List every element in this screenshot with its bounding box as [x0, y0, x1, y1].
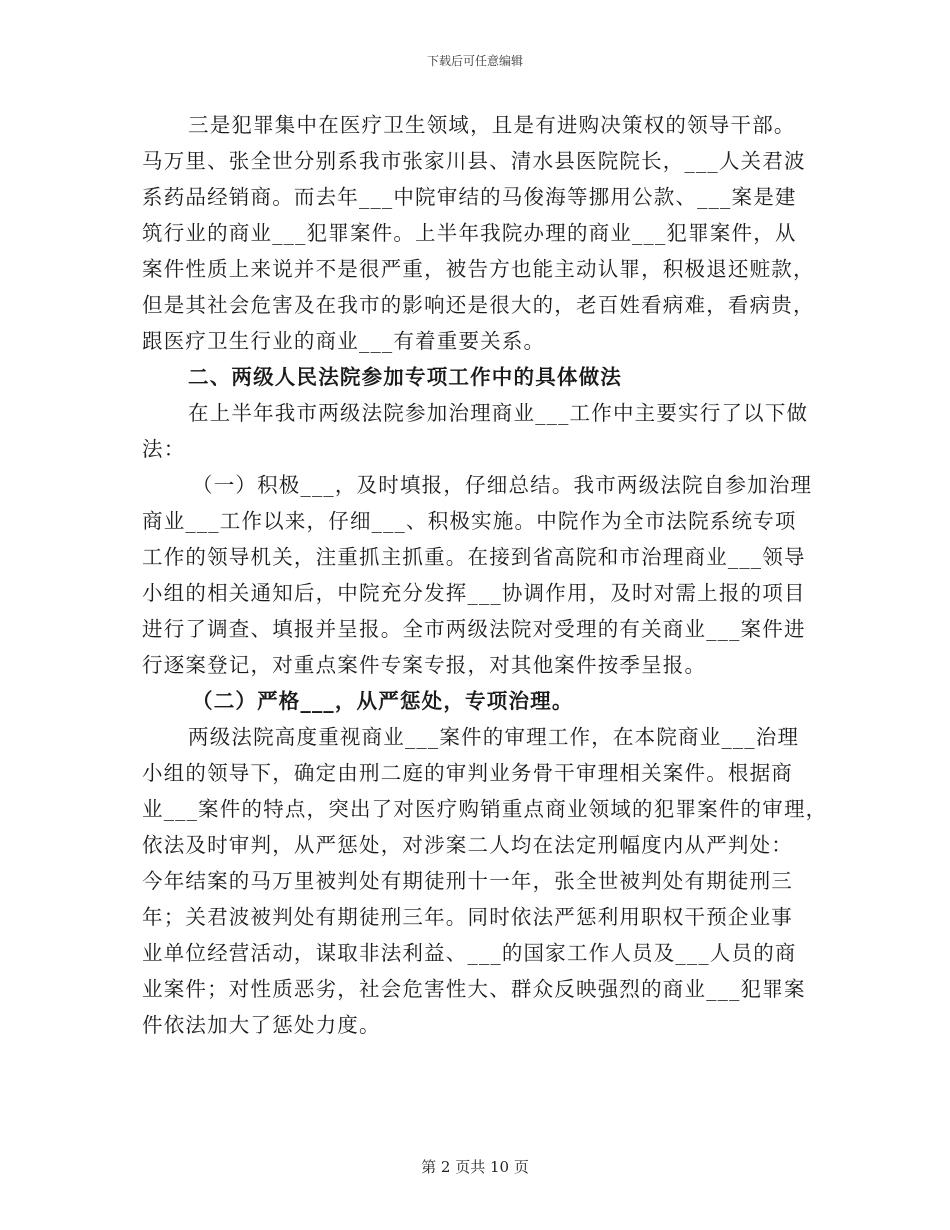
paragraph-line: 在上半年我市两级法院参加治理商业___工作中主要实行了以下做 [188, 401, 809, 425]
paragraph-line: 马万里、张全世分别系我市张家川县、清水县医院院长，___人关君波 [142, 149, 806, 173]
paragraph-line: 筑行业的商业___犯罪案件。上半年我院办理的商业___犯罪案件，从 [142, 221, 797, 245]
document-body [142, 107, 828, 1043]
paragraph-line: 业案件；对性质恶劣，社会危害性大、群众反映强烈的商业___犯罪案 [142, 977, 806, 1001]
page-number: 第 2 页共 10 页 [421, 1158, 529, 1176]
paragraph-line: 法： [142, 437, 186, 461]
paragraph-line: 系药品经销商。而去年___中院审结的马俊海等挪用公款、___案是建 [142, 185, 797, 209]
download-note: 下载后可任意编辑 [426, 54, 523, 68]
paragraph-line: 案件性质上来说并不是很严重，被告方也能主动认罪，积极退还赃款， [142, 257, 815, 281]
paragraph-line: 依法及时审判，从严惩处，对涉案二人均在法定刑幅度内从严判处： [142, 833, 793, 857]
paragraph-line: 跟医疗卫生行业的商业___有着重要关系。 [142, 329, 546, 353]
paragraph-line: 小组的相关通知后，中院充分发挥___协调作用，及时对需上报的项目 [142, 581, 806, 605]
paragraph-line: 年；关君波被判处有期徒刑三年。同时依法严惩利用职权干预企业事 [142, 905, 793, 929]
paragraph-line: （一）积极___，及时填报，仔细总结。我市两级法院自参加治理 [192, 473, 813, 497]
paragraph-line: 但是其社会危害及在我市的影响还是很大的，老百姓看病难，看病贵， [142, 293, 815, 317]
paragraph-line: 两级法院高度重视商业___案件的审理工作，在本院商业___治理 [188, 725, 800, 749]
paragraph-line: 业___案件的特点，突出了对医疗购销重点商业领域的犯罪案件的审理， [142, 797, 828, 821]
paragraph-line: 小组的领导下，确定由刑二庭的审判业务骨干审理相关案件。根据商 [142, 761, 793, 785]
paragraph-line: 今年结案的马万里被判处有期徒刑十一年，张全世被判处有期徒刑三 [142, 869, 793, 893]
paragraph-line: 商业___工作以来，仔细___、积极实施。中院作为全市法院系统专项 [142, 509, 797, 533]
subsection-heading: （二）严格___，从严惩处，专项治理。 [192, 689, 574, 713]
paragraph-line: 进行了调查、填报并呈报。全市两级法院对受理的有关商业___案件进 [142, 617, 806, 641]
paragraph-line: 业单位经营活动，谋取非法利益、___的国家工作人员及___人员的商 [142, 941, 797, 965]
section-heading: 二、两级人民法院参加专项工作中的具体做法 [188, 365, 622, 389]
paragraph-line: 工作的领导机关，注重抓主抓重。在接到省高院和市治理商业___领导 [142, 545, 806, 569]
paragraph-line: 三是犯罪集中在医疗卫生领域，且是有进购决策权的领导干部。 [188, 113, 796, 137]
paragraph-line: 行逐案登记，对重点案件专案专报，对其他案件按季呈报。 [142, 653, 707, 677]
paragraph-line: 件依法加大了惩处力度。 [142, 1013, 381, 1037]
